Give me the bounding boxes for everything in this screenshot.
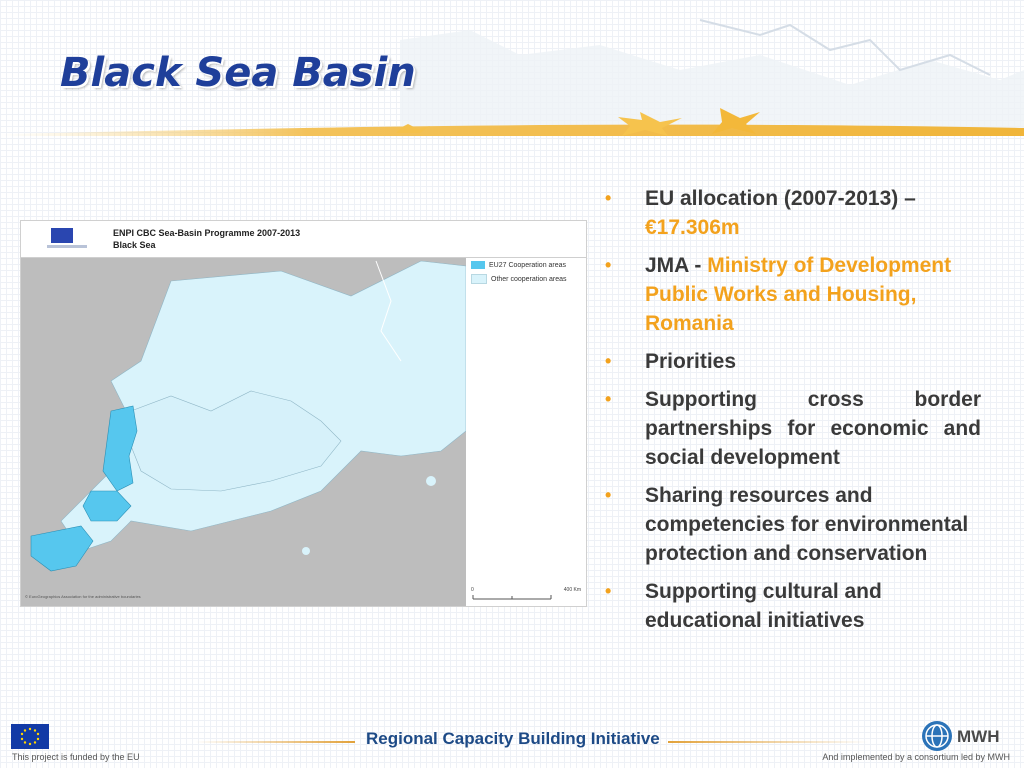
slide-title: Black Sea Basin [60, 50, 416, 96]
bullet-text: Priorities [645, 350, 737, 373]
eu-flag-icon [11, 724, 49, 749]
bullet-list [605, 184, 981, 644]
legend-swatch [471, 274, 487, 284]
bullet-highlight: €17.306m [645, 216, 740, 239]
legend-swatch [471, 261, 485, 269]
map-figure [20, 220, 587, 607]
map-source: © EuroGeographics Association for the administrative boundaries [25, 594, 141, 599]
globe-lines [922, 721, 952, 751]
bullet-highlight: Ministry of Development Public Works and Housing, Romania [645, 254, 952, 335]
map-title-line2: Black Sea [113, 240, 156, 250]
bullet-dot: • [605, 255, 612, 275]
bullet-highlight: Supporting cultural and educational initiatives [645, 580, 882, 632]
bullet-priorities [605, 347, 981, 376]
bullet-dot: • [605, 188, 612, 208]
lake [302, 547, 310, 555]
bullet-text: JMA - [645, 254, 702, 277]
eu-stars [11, 724, 49, 749]
scale-labels [471, 587, 581, 593]
legend-label: Other cooperation areas [491, 275, 567, 283]
legend-panel [466, 258, 586, 606]
scale-end-label: 400 Km [563, 587, 581, 593]
footer [0, 715, 1024, 768]
bullet-dot: • [605, 351, 612, 371]
map-title-line1: ENPI CBC Sea-Basin Programme 2007-2013 [113, 228, 301, 238]
bullet-priority-3 [605, 577, 981, 635]
bullet-highlight: Sharing resources and competencies for environmental protection and conservation [645, 484, 969, 565]
bullet-dot: • [605, 485, 612, 505]
lake [426, 476, 436, 486]
program-name: Regional Capacity Building Initiative [366, 729, 660, 748]
mwh-logo-text: MWH [957, 727, 1000, 746]
map-legend [471, 261, 567, 289]
scale-start-label: 0 [471, 587, 474, 593]
header-banner [0, 0, 1024, 136]
footer-divider [668, 741, 868, 743]
legend-item [471, 274, 567, 284]
bullet-dot: • [605, 581, 612, 601]
footer-divider [195, 741, 355, 743]
bullet-dot: • [605, 389, 612, 409]
bullet-priority-2 [605, 481, 981, 568]
bullet-highlight: Supporting cross border partnerships for economic and social development [645, 388, 981, 469]
bullet-priority-1 [605, 385, 981, 472]
mwh-globe-icon [922, 721, 952, 751]
bullet-jma [605, 251, 981, 338]
implementation-note: And implemented by a consortium led by MWH [822, 752, 1010, 762]
legend-item [471, 261, 567, 269]
bullet-eu-allocation [605, 184, 981, 242]
bullet-text: EU allocation (2007-2013) – [645, 187, 916, 210]
legend-label: EU27 Cooperation areas [489, 261, 567, 269]
funding-note: This project is funded by the EU [12, 752, 140, 762]
